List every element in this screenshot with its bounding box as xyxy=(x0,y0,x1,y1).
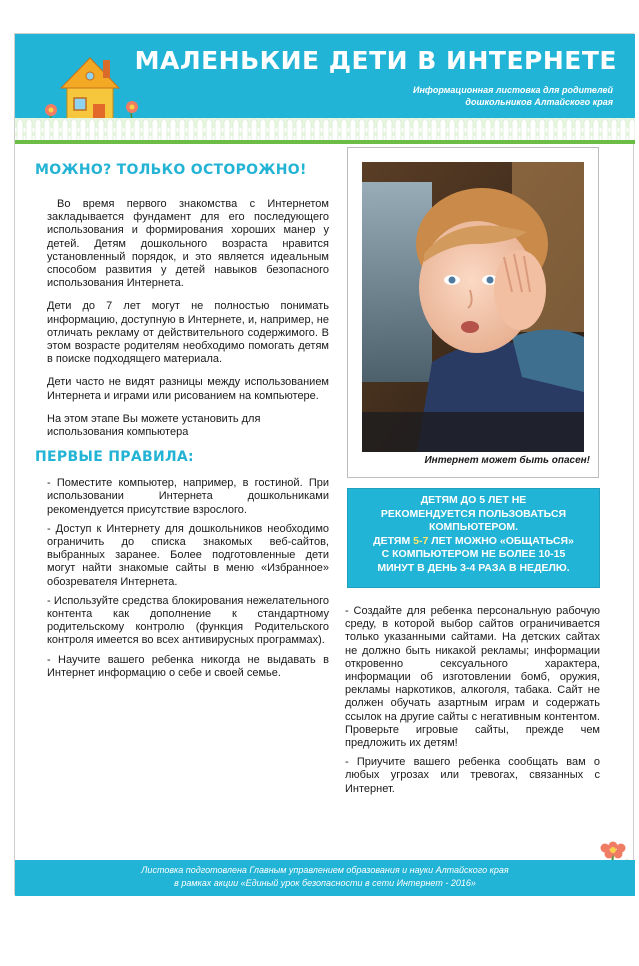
paragraph: Дети часто не видят разницы между использованием Интернета и играми или рисованием на компьютере. xyxy=(47,376,329,402)
rule-item: - Создайте для ребенка персональную рабочую среду, в которой выбор сайтов ограничивается только указанными сайтами. На детских сайтах не должно быть никакой рекламы; информации откровенно сексуального характера, информации об изготовлении бомб, оружия, рекламы наркотиков, алкоголя, табака. Сайт не должен обучать азартным играм и содержать ссылок на другие сайты с негативным контентом. Проверьте игровые сайты, прежде чем предложить их детям! xyxy=(345,605,600,750)
photo-caption: Интернет может быть опасен! xyxy=(424,455,590,466)
rule-item: - Доступ к Интернету для дошкольников необходимо ограничить до списка знакомых веб-сайтов, выбранных заранее. Более подготовленные дети могут найти знакомые сайты в меню «Избранное» обозревателя Интернета. xyxy=(47,522,329,588)
header-banner xyxy=(15,34,635,142)
right-column xyxy=(345,605,600,796)
rule-item: - Поместите компьютер, например, в гостиной. При использовании Интернета дошкольниками рекомендуется присутствие взрослого. xyxy=(47,477,329,516)
child-at-computer-photo xyxy=(362,162,584,452)
picket-fence-decoration xyxy=(15,118,635,144)
paragraph: Во время первого знакомства с Интернетом закладывается фундамент для его последующего использования и формирования хороших манер у детей. Детям дошкольного возраста нравится установленный порядок, и это является идеальным способом развития у детей навыков безопасного использования Интернета. xyxy=(47,198,329,290)
age-limit-notice: ДЕТЯМ ДО 5 ЛЕТ НЕ РЕКОМЕНДУЕТСЯ ПОЛЬЗОВАТЬСЯ КОМПЬЮТЕРОМ. ДЕТЯМ 5-7 ЛЕТ МОЖНО «ОБЩАТЬСЯ» С КОМПЬЮТЕРОМ НЕ БОЛЕЕ 10-15 МИНУТ В ДЕНЬ 3-4 РАЗА В НЕДЕЛЮ. xyxy=(347,488,600,588)
footer-banner: Листовка подготовлена Главным управлением образования и науки Алтайского края в рамках акции «Единый урок безопасности в сети Интернет - 2016» xyxy=(15,860,635,896)
rule-item: - Используйте средства блокирования нежелательного контента как дополнение к стандартному родительскому контролю (функция Родительского контроля имеется во всех антивирусных программах). xyxy=(47,594,329,647)
left-column xyxy=(35,162,329,680)
page-title: МАЛЕНЬКИЕ ДЕТИ В ИНТЕРНЕТЕ xyxy=(134,46,617,75)
section-title-rules: ПЕРВЫЕ ПРАВИЛА: xyxy=(35,449,194,466)
paragraph: Дети до 7 лет могут не полностью понимать информацию, доступную в Интернете, и, например, не отличать рекламу от действительного содержимого. В этом возрасте родителям необходимо помогать детям в поиске подходящего материала. xyxy=(47,300,329,366)
photo-frame xyxy=(347,147,599,478)
section-title-careful: МОЖНО? ТОЛЬКО ОСТОРОЖНО! xyxy=(35,162,307,178)
age-highlight: 5-7 xyxy=(413,534,429,547)
paragraph: На этом этапе Вы можете установить для использования компьютера xyxy=(47,412,261,439)
leaflet-page xyxy=(14,33,634,895)
page-subtitle: Информационная листовка для родителей дошкольников Алтайского края xyxy=(413,85,613,107)
rule-item: - Приучите вашего ребенка сообщать вам о любых угрозах или тревогах, связанных с Интернет. xyxy=(345,756,600,795)
rule-item: - Научите вашего ребенка никогда не выдавать в Интернет информацию о себе и своей семье. xyxy=(47,653,329,679)
